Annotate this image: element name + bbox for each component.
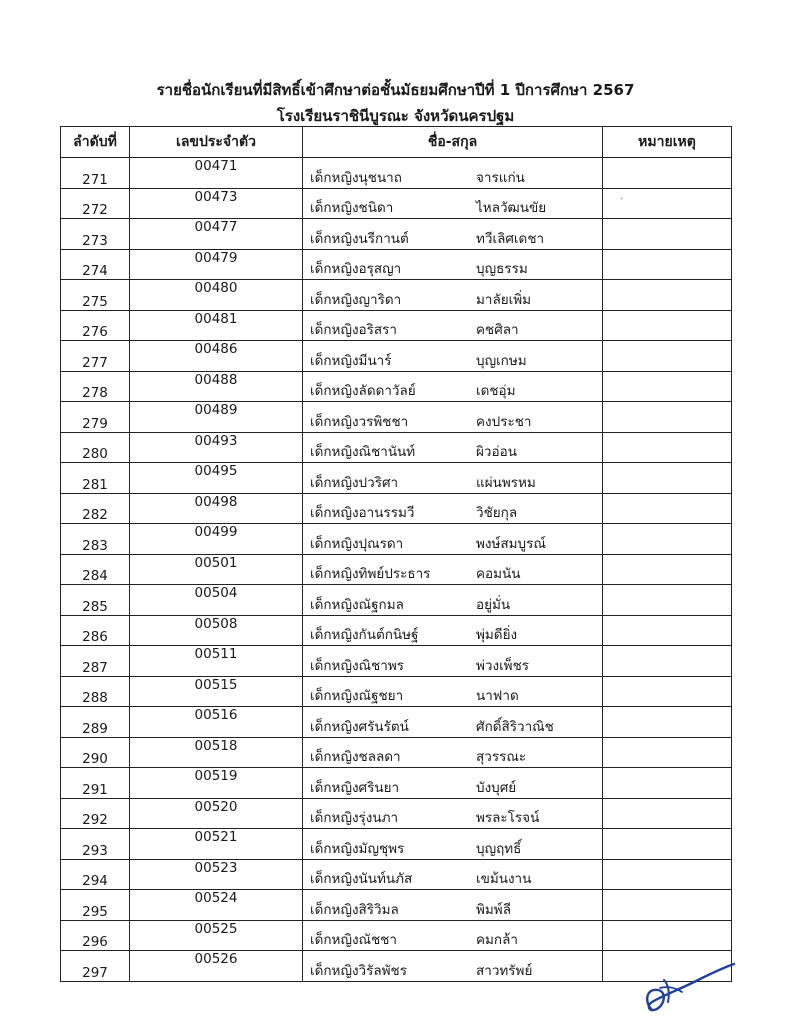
- table-body: [61, 158, 732, 982]
- student-id: 00471: [130, 158, 303, 189]
- last-name: บังบุศย์: [476, 779, 517, 796]
- student-name: [303, 524, 603, 555]
- student-id: 00477: [130, 219, 303, 250]
- last-name: ทวีเลิศเดชา: [476, 230, 545, 247]
- first-name: เด็กหญิงกันต์กนิษฐ์: [310, 627, 419, 643]
- student-id: 00486: [130, 341, 303, 372]
- table-row: [61, 890, 732, 921]
- student-name: [303, 585, 603, 616]
- last-name: พิมพ์ลี: [476, 901, 511, 918]
- first-name: เด็กหญิงมีนาร์: [310, 352, 392, 369]
- row-number: 288: [61, 676, 130, 707]
- last-name: ผิวอ่อน: [476, 444, 517, 460]
- school-subtitle: โรงเรียนราชินีบูรณะ จังหวัดนครปฐม: [276, 107, 515, 125]
- row-number: 295: [61, 890, 130, 921]
- student-name: [303, 920, 603, 951]
- table-row: [61, 371, 732, 402]
- last-name: อยู่มั่น: [476, 596, 511, 613]
- remark: [603, 676, 732, 707]
- student-name: [303, 341, 603, 372]
- last-name: พุ่มดียิ่ง: [476, 627, 518, 643]
- table-row: [61, 188, 732, 219]
- row-number: 291: [61, 768, 130, 799]
- first-name: เด็กหญิงชนิดา: [310, 200, 394, 216]
- table-row: [61, 585, 732, 616]
- row-number: 292: [61, 798, 130, 829]
- student-name: [303, 249, 603, 280]
- table-row: [61, 676, 732, 707]
- student-name: [303, 798, 603, 829]
- row-number: 278: [61, 371, 130, 402]
- row-number: 273: [61, 219, 130, 250]
- last-name: คอมนัน: [476, 566, 521, 582]
- row-number: 286: [61, 615, 130, 646]
- table-row: [61, 432, 732, 463]
- table-row: [61, 920, 732, 951]
- last-name: สุวรรณะ: [476, 749, 527, 765]
- first-name: เด็กหญิงทิพย์ประธาร: [310, 566, 431, 582]
- remark: [603, 707, 732, 738]
- student-name: [303, 676, 603, 707]
- last-name: ไหลวัฒนขัย: [476, 200, 547, 216]
- student-name: [303, 371, 603, 402]
- student-id: 00520: [130, 798, 303, 829]
- student-id: 00504: [130, 585, 303, 616]
- first-name: เด็กหญิงศรันรัตน์: [310, 718, 409, 735]
- handwritten-signature-icon: [638, 958, 738, 1018]
- remark: [603, 371, 732, 402]
- student-id: 00481: [130, 310, 303, 341]
- row-number: 284: [61, 554, 130, 585]
- first-name: เด็กหญิงณิชานันท์: [310, 444, 416, 460]
- remark: [603, 768, 732, 799]
- row-number: 272: [61, 188, 130, 219]
- student-name: [303, 280, 603, 311]
- remark: [603, 188, 732, 219]
- student-name: [303, 554, 603, 585]
- first-name: เด็กหญิงอรุสญา: [310, 261, 402, 277]
- last-name: พงษ์สมบูรณ์: [476, 535, 546, 552]
- student-id: 00525: [130, 920, 303, 951]
- first-name: เด็กหญิงปุณรดา: [310, 535, 404, 552]
- table-row: [61, 737, 732, 768]
- remark: [603, 615, 732, 646]
- student-id: 00519: [130, 768, 303, 799]
- student-name: [303, 432, 603, 463]
- last-name: บุญฤทธิ์: [476, 840, 522, 857]
- page-title: รายชื่อนักเรียนที่มีสิทธิ์เข้าศึกษาต่อชั้นมัธยมศึกษาปีที่ 1 ปีการศึกษา 2567: [156, 81, 635, 99]
- student-name: [303, 493, 603, 524]
- row-number: 271: [61, 158, 130, 189]
- remark: [603, 920, 732, 951]
- first-name: เด็กหญิงณัฐชยา: [310, 688, 404, 704]
- table-row: [61, 829, 732, 860]
- student-id: 00526: [130, 951, 303, 982]
- student-id: 00473: [130, 188, 303, 219]
- first-name: เด็กหญิงมัญชุพร: [310, 840, 405, 857]
- table-row: [61, 524, 732, 555]
- row-number: 283: [61, 524, 130, 555]
- table-row: [61, 341, 732, 372]
- remark: [603, 402, 732, 433]
- table-row: [61, 859, 732, 890]
- first-name: เด็กหญิงรุ่งนภา: [310, 810, 399, 826]
- student-name: [303, 158, 603, 189]
- first-name: เด็กหญิงปวริศา: [310, 474, 399, 491]
- student-id: 00518: [130, 737, 303, 768]
- table-row: [61, 280, 732, 311]
- remark: [603, 585, 732, 616]
- first-name: เด็กหญิงชลลดา: [310, 749, 401, 765]
- remark: [603, 554, 732, 585]
- last-name: พรละโรจน์: [476, 810, 540, 826]
- table-row: [61, 554, 732, 585]
- first-name: เด็กหญิงญาริดา: [310, 291, 402, 308]
- row-number: 281: [61, 463, 130, 494]
- student-name: [303, 890, 603, 921]
- last-name: คมกล้า: [476, 932, 518, 948]
- row-number: 275: [61, 280, 130, 311]
- remark: [603, 798, 732, 829]
- last-name: บุญธรรม: [476, 261, 528, 277]
- last-name: คชศิลา: [476, 322, 519, 338]
- row-number: 297: [61, 951, 130, 982]
- last-name: ศักดิ์สิริวาณิช: [476, 718, 554, 735]
- last-name: บุญเกษม: [476, 352, 527, 369]
- student-id: 00515: [130, 676, 303, 707]
- row-number: 279: [61, 402, 130, 433]
- first-name: เด็กหญิงอริสรา: [310, 322, 397, 338]
- student-name: [303, 219, 603, 250]
- stray-mark: ·: [620, 194, 624, 205]
- student-id: 00480: [130, 280, 303, 311]
- table-row: [61, 951, 732, 982]
- first-name: เด็กหญิงนันท์นภัส: [310, 871, 413, 887]
- row-number: 274: [61, 249, 130, 280]
- student-name: [303, 737, 603, 768]
- remark: [603, 829, 732, 860]
- remark: [603, 280, 732, 311]
- first-name: เด็กหญิงอานรรมวี: [310, 505, 415, 521]
- student-id: 00524: [130, 890, 303, 921]
- header-remark: หมายเหตุ: [603, 127, 732, 158]
- remark: [603, 859, 732, 890]
- remark: [603, 493, 732, 524]
- first-name: เด็กหญิงณัชชา: [310, 932, 397, 948]
- student-name: [303, 615, 603, 646]
- table-row: [61, 615, 732, 646]
- table-header-row: [61, 127, 732, 158]
- student-name: [303, 310, 603, 341]
- remark: [603, 158, 732, 189]
- student-id: 00493: [130, 432, 303, 463]
- header-student-id: เลขประจำตัว: [130, 127, 303, 158]
- table-row: [61, 310, 732, 341]
- last-name: คงประชา: [476, 413, 532, 430]
- student-name: [303, 646, 603, 677]
- row-number: 276: [61, 310, 130, 341]
- first-name: เด็กหญิงนรีกานต์: [310, 230, 409, 247]
- student-roster-table: [60, 126, 732, 982]
- row-number: 280: [61, 432, 130, 463]
- remark: [603, 463, 732, 494]
- table-row: [61, 707, 732, 738]
- student-id: 00511: [130, 646, 303, 677]
- student-id: 00488: [130, 371, 303, 402]
- first-name: เด็กหญิงสิริวิมล: [310, 901, 399, 918]
- student-id: 00516: [130, 707, 303, 738]
- last-name: มาลัยเพิ่ม: [476, 291, 532, 308]
- student-id: 00498: [130, 493, 303, 524]
- table-row: [61, 493, 732, 524]
- row-number: 287: [61, 646, 130, 677]
- student-id: 00495: [130, 463, 303, 494]
- table-row: [61, 219, 732, 250]
- row-number: 277: [61, 341, 130, 372]
- row-number: 294: [61, 859, 130, 890]
- table-row: [61, 646, 732, 677]
- last-name: พ่วงเพ็ชร: [476, 657, 529, 674]
- first-name: เด็กหญิงวรพิชชา: [310, 413, 409, 430]
- last-name: นาฟาด: [476, 688, 519, 704]
- last-name: วิชัยกุล: [476, 505, 518, 521]
- header-no: ลำดับที่: [61, 127, 130, 158]
- student-name: [303, 707, 603, 738]
- student-id: 00501: [130, 554, 303, 585]
- student-name: [303, 951, 603, 982]
- student-id: 00489: [130, 402, 303, 433]
- row-number: 282: [61, 493, 130, 524]
- remark: [603, 219, 732, 250]
- row-number: 293: [61, 829, 130, 860]
- first-name: เด็กหญิงศรินยา: [310, 779, 400, 796]
- table-row: [61, 768, 732, 799]
- first-name: เด็กหญิงณิชาพร: [310, 657, 404, 674]
- table-row: [61, 798, 732, 829]
- row-number: 289: [61, 707, 130, 738]
- table-row: [61, 463, 732, 494]
- table-row: [61, 402, 732, 433]
- student-name: [303, 829, 603, 860]
- student-name: [303, 402, 603, 433]
- last-name: เขม้นงาน: [476, 871, 532, 887]
- student-name: [303, 859, 603, 890]
- remark: [603, 249, 732, 280]
- student-id: 00508: [130, 615, 303, 646]
- header-name: ชื่อ-สกุล: [303, 127, 603, 158]
- student-name: [303, 463, 603, 494]
- first-name: เด็กหญิงวิรัลพัชร: [310, 962, 407, 979]
- row-number: 296: [61, 920, 130, 951]
- first-name: เด็กหญิงนุชนาถ: [310, 169, 402, 186]
- student-id: 00523: [130, 859, 303, 890]
- remark: [603, 890, 732, 921]
- student-name: [303, 768, 603, 799]
- remark: [603, 310, 732, 341]
- student-id: 00499: [130, 524, 303, 555]
- table-row: [61, 249, 732, 280]
- remark: [603, 432, 732, 463]
- remark: [603, 341, 732, 372]
- first-name: เด็กหญิงลัดดาวัลย์: [310, 383, 416, 399]
- student-id: 00479: [130, 249, 303, 280]
- last-name: แผ่นพรหม: [476, 474, 536, 491]
- first-name: เด็กหญิงณัฐกมล: [310, 596, 404, 613]
- remark: [603, 646, 732, 677]
- student-id: 00521: [130, 829, 303, 860]
- last-name: สาวทรัพย์: [476, 962, 533, 979]
- last-name: เดชอุ่ม: [476, 383, 516, 399]
- row-number: 290: [61, 737, 130, 768]
- remark: [603, 524, 732, 555]
- student-name: [303, 188, 603, 219]
- remark: [603, 737, 732, 768]
- row-number: 285: [61, 585, 130, 616]
- last-name: จารแก่น: [476, 169, 525, 186]
- table-row: [61, 158, 732, 189]
